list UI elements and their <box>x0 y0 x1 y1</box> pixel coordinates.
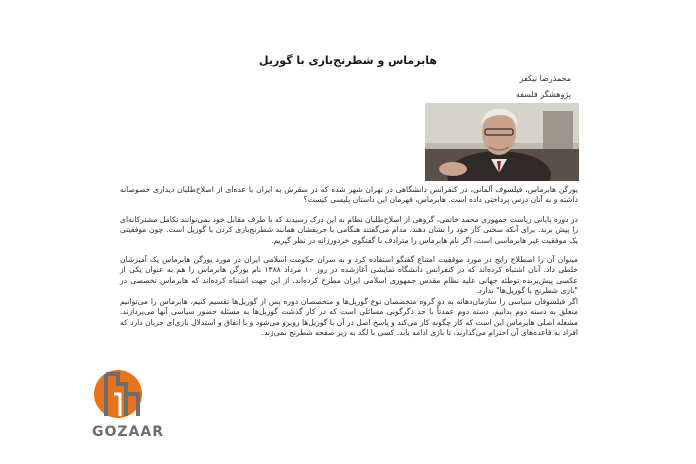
article-title: هابرماس و شطرنج‌بازی با گوریل <box>259 54 437 67</box>
article-paragraph-4: اگر فیلسوفان سیاسی را سازمان‌دهانه به دو گروه متخصصان نوع گوریل‌ها و متخصصان دوره پس از گوریل‌ها تقسیم کنیم، هابرماس را می‌توانیم متعلق به دسته دوم بدانیم. دسته دوم عمدتاً با حد دگرگونی مسائلی است که در کار گذشت گوریل‌ها به مسئله حضور سیاسی آنها می‌پردازند. مشغله اصلی هابرماس این است که کار چگونه کار می‌کند و پاسخ اصل در آن با گوریل‌ها روبرو می‌شود و با اتفاق و استدلال بازی‌ای جریان دارد که افراد به قاعده‌های آن احترام می‌گذارند، تا بازی ادامه یابد. کسی با لگد به زیر صفحه شطرنج نمی‌زند. <box>120 297 578 337</box>
author-role: پژوهشگر فلسفه <box>515 90 571 99</box>
author-photo <box>425 103 579 181</box>
portrait-photo-icon <box>425 103 579 181</box>
author-name: محمدرضا نیکفر <box>519 74 571 83</box>
gozaar-logo-text: GOZAAR <box>92 424 164 440</box>
article-paragraph-1: یورگن هابرماس، فیلسوف آلمانی، در کنفرانس دانشگاهی در تهران شهر شده که در سفرش به ایران با عده‌ای از اصلاح‌طلبان دیداری خصوصانه داشته و به آنان درس پرداختی داده است. هابرماس، قهرمان این داستان پلیسی کیست؟ <box>120 185 578 205</box>
article-paragraph-3: میتوان آن را اصطلاح رایج در مورد موفقیت امتناع گفتگو استفاده کرد و به سران حکومت اسلامی ایران در مورد یورگن هابرماس یک آمیزشان خلطی داد. آنان اشتباه کرده‌اند که در کنفرانس دانشگاه نمایشی آغازشده در روز ۱۰ مرداد ۱۳۸۸ نام یورگن هابرماس را هم به عنوان یکی از عکسی پیش‌برنده توطئه جهانی علیه نظام مقدس جمهوری اسلامی ایران مطرح کرده‌اند. از این جهت اشتباه کرده‌اند که هابرماس تخصصی در "بازی شطرنج با گوریل‌ها" ندارد. <box>120 255 578 295</box>
article-paragraph-2: در دوره پایانی ریاست جمهوری محمد خاتمی، گروهی از اصلاح‌طلبان نظام به این درک رسیدند که با طرف مقابل خود نمی‌توانند تکامل مشترکانه‌ای را پیش برند. برای آنکه سخنی کار خود را نشان دهند، مدام می‌گفتند هنگامی با حریفشان همانند شطرنج‌بازی کردن با گوریل است. چون موفقیتی یک موفقیت غیر هابرماسی است، اگر نام هابرماس را مترادف با گفتگوی خردورزانه در نظر گیریم. <box>120 215 578 245</box>
